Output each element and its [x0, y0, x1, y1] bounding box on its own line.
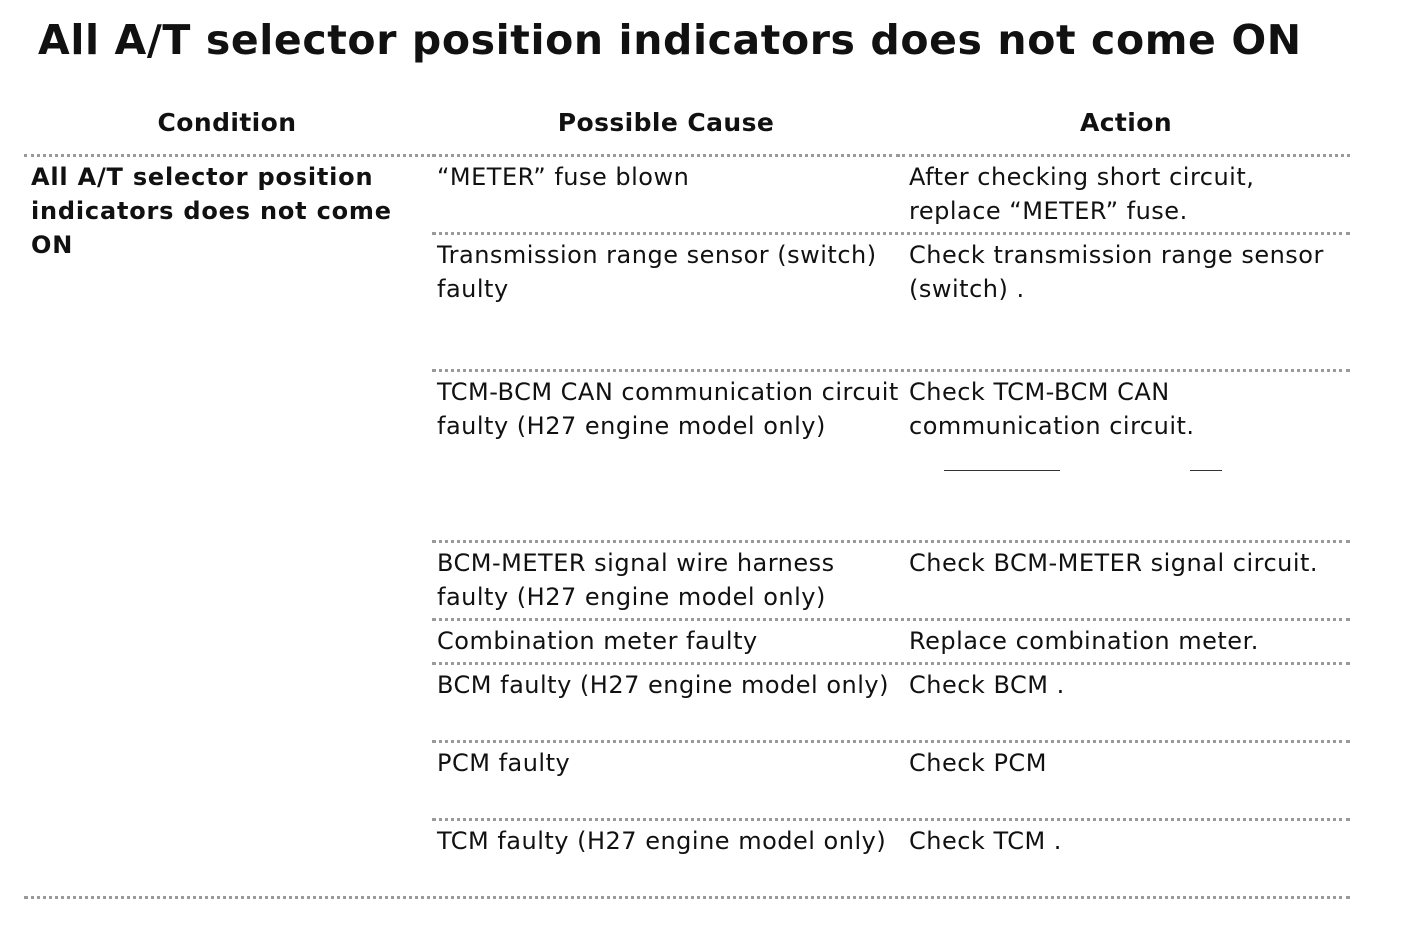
underline-mark	[1190, 470, 1222, 471]
cause-cell: Transmission range sensor (switch) faulty	[437, 241, 877, 303]
table-bottom-rule	[24, 896, 1350, 899]
row-divider	[432, 818, 1350, 821]
action-cell: Check BCM .	[909, 671, 1065, 699]
cause-cell: “METER” fuse blown	[437, 163, 690, 191]
troubleshooting-table	[24, 100, 1350, 900]
action-cell: Check PCM	[909, 749, 1047, 777]
header-divider	[24, 154, 430, 157]
row-divider	[432, 540, 1350, 543]
condition-header: Condition	[157, 108, 297, 137]
condition-cell: All A/T selector position indicators does not come ON	[31, 163, 392, 259]
row-divider	[432, 232, 1350, 235]
header-divider	[902, 154, 1350, 157]
cause-cell: TCM faulty (H27 engine model only)	[437, 827, 887, 855]
row-divider	[432, 618, 1350, 621]
page-title: All A/T selector position indicators does not come ON	[38, 16, 1302, 64]
action-cell: Check transmission range sensor (switch) .	[909, 241, 1324, 303]
row-divider	[432, 369, 1350, 372]
cause-cell: BCM faulty (H27 engine model only)	[437, 671, 889, 699]
action-cell: Replace combination meter.	[909, 627, 1259, 655]
row-divider	[432, 662, 1350, 665]
action-cell: Check BCM-METER signal circuit.	[909, 549, 1319, 577]
cause-cell: BCM-METER signal wire harness faulty (H27 engine model only)	[437, 549, 835, 611]
cause-cell: TCM-BCM CAN communication circuit faulty (H27 engine model only)	[437, 378, 899, 440]
action-cell: Check TCM-BCM CAN communication circuit.	[909, 378, 1195, 440]
action-header: Action	[1079, 108, 1173, 137]
action-cell: After checking short circuit, replace “METER” fuse.	[909, 163, 1255, 225]
action-cell: Check TCM .	[909, 827, 1062, 855]
cause-cell: PCM faulty	[437, 749, 571, 777]
possible-cause-header: Possible Cause	[557, 108, 775, 137]
underline-mark	[944, 470, 1060, 471]
cause-cell: Combination meter faulty	[437, 627, 758, 655]
header-divider	[432, 154, 900, 157]
row-divider	[432, 740, 1350, 743]
